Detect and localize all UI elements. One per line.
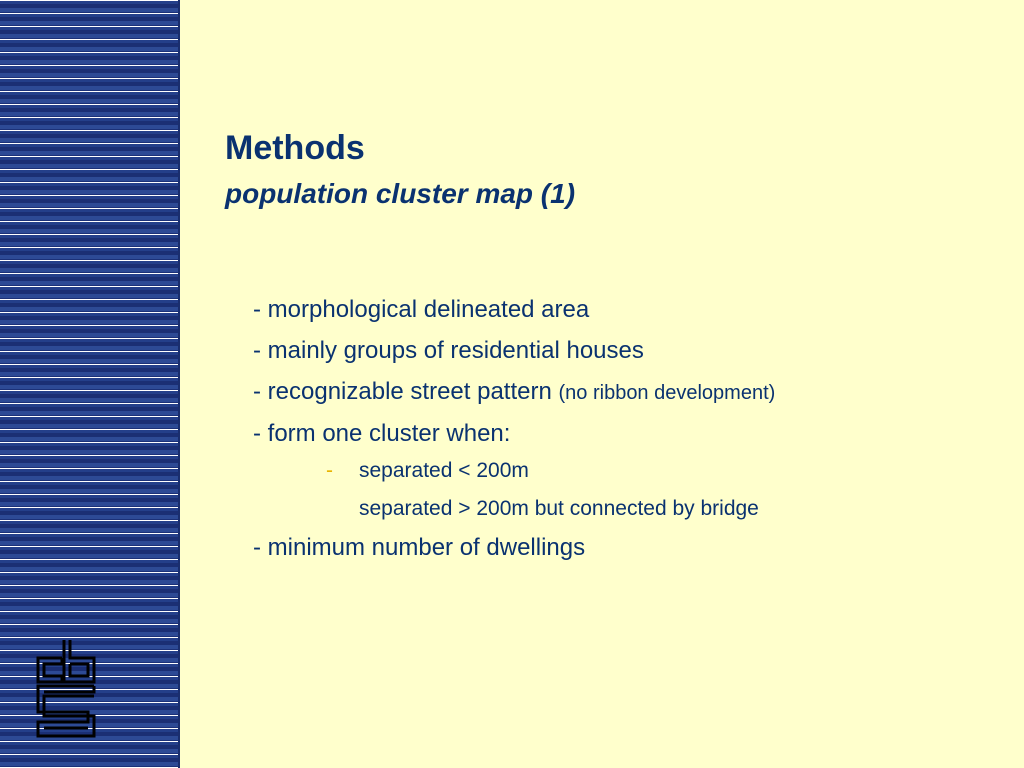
sub-bullet-text: separated > 200m but connected by bridge bbox=[359, 497, 759, 520]
bullet-note: (no ribbon development) bbox=[558, 382, 776, 404]
sub-bullet-item bbox=[359, 495, 759, 523]
sub-bullet-marker: - bbox=[326, 459, 333, 482]
sub-bullet-text: separated < 200m bbox=[359, 459, 529, 482]
bullet-text: - mainly groups of residential houses bbox=[253, 337, 644, 364]
bullet-text: - form one cluster when: bbox=[253, 420, 511, 447]
bullet-item bbox=[253, 295, 589, 325]
bullet-item bbox=[253, 377, 775, 408]
slide-subtitle: population cluster map (1) bbox=[225, 178, 576, 209]
slide-title: Methods bbox=[225, 129, 365, 167]
bullet-text: - recognizable street pattern bbox=[253, 378, 559, 405]
bullet-text: - minimum number of dwellings bbox=[253, 534, 586, 561]
cbs-logo-icon bbox=[34, 638, 98, 738]
bullet-item bbox=[253, 336, 644, 366]
bullet-item bbox=[253, 419, 510, 449]
sub-bullet-item bbox=[359, 457, 529, 485]
bullet-item bbox=[253, 533, 585, 563]
decorative-sidebar bbox=[0, 0, 180, 768]
bullet-text: - morphological delineated area bbox=[253, 296, 590, 323]
